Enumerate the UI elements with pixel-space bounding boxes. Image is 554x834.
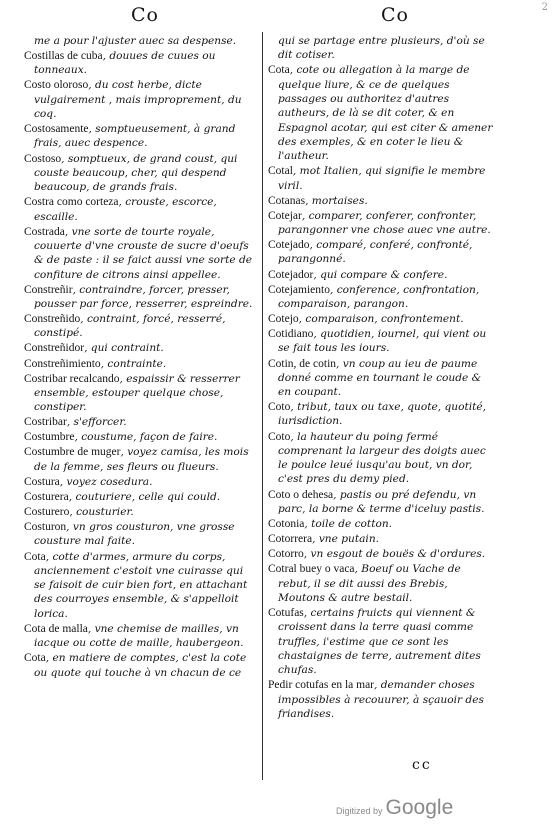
left-column xyxy=(24,34,256,681)
entry-headword: Coto o dehesa xyxy=(268,488,334,501)
entry-headword: Costribar recalcando xyxy=(24,372,120,385)
entry-headword: Costra como corteza xyxy=(24,196,119,209)
entry-definition: , somptueux, de grand coust, qui couste beaucoup, cher, qui despend beaucoup, de grands frais. xyxy=(34,152,238,194)
dictionary-entry xyxy=(268,488,494,517)
entry-definition: , Boeuf ou Vache de rebut, il se dit aussi des Brebis, Moutons & autre bestail. xyxy=(278,563,461,604)
dictionary-entry xyxy=(268,209,494,238)
entry-headword: Costrada xyxy=(24,225,65,238)
dictionary-entry xyxy=(268,283,494,312)
entry-definition: , qui contraint. xyxy=(84,342,164,355)
dictionary-entry xyxy=(24,430,256,444)
entry-headword: Cota xyxy=(24,550,46,563)
entry-definition: , vne chemise de mailles, vn iacque ou cotte de maille, haubergeon. xyxy=(34,622,244,650)
entry-definition: , vne sorte de tourte royale, couuerte d'vne crouste de sucre d'oeufs & de paste : il se faict aussi vne sorte de confiture de citrons ainsi appellee. xyxy=(34,225,253,281)
entry-definition: , somptueusement, à grand frais, auec despence. xyxy=(34,123,236,150)
entry-headword: Costoso xyxy=(24,152,62,165)
entry-headword: Cotejado xyxy=(268,239,310,252)
entry-definition: , crouste, escorce, escaille. xyxy=(34,196,217,223)
entry-headword: Costurera xyxy=(24,490,69,503)
entry-headword: Cotejamiento xyxy=(268,283,330,296)
entry-definition: , contrainte. xyxy=(100,357,167,370)
dictionary-entry xyxy=(24,78,256,121)
dictionary-entry xyxy=(24,372,256,415)
dictionary-entry xyxy=(268,238,494,267)
dictionary-entry xyxy=(268,268,494,282)
entry-headword: Costurero xyxy=(24,506,70,519)
entry-definition: , comparer, conferer, confronter, parangonner vne chose auec vne autre. xyxy=(278,209,491,237)
dictionary-entry xyxy=(24,34,256,48)
entry-definition: , couturiere, celle qui could. xyxy=(68,490,221,503)
entry-headword: Cotal xyxy=(268,165,293,178)
entry-definition: , conference, confrontation, comparaison, parangon. xyxy=(278,283,480,310)
entry-headword: Costuron xyxy=(24,521,67,534)
entry-headword: Cotanas xyxy=(268,194,306,207)
dictionary-entry xyxy=(268,63,494,163)
dictionary-entry xyxy=(24,490,256,504)
entry-definition: , toile de cotton. xyxy=(304,517,393,530)
entry-definition: , vn coup au ieu de paume donné comme en tournant le coude & en coupant. xyxy=(278,357,482,399)
entry-definition: , cousturier. xyxy=(69,506,134,519)
entry-definition: , contraindre, forcer, presser, pousser par force, resserrer, espreindre. xyxy=(34,283,253,310)
dictionary-entry xyxy=(268,517,494,531)
entry-definition: , cote ou allegation à la marge de quelque liure, & ce de quelques passages ou authoritez d'autres autheurs, de là se dit coter, & en Espagnol acotar, qui est citer & amener des exemples, & en coter le lieu & l'autheur. xyxy=(278,64,493,163)
right-column xyxy=(268,34,494,722)
entry-definition: qui se partage entre plusieurs, d'où se dit cotiser. xyxy=(278,35,485,62)
dictionary-entry xyxy=(24,122,256,151)
entry-headword: Cotejador xyxy=(268,268,314,281)
dictionary-entry xyxy=(268,34,494,63)
dictionary-entry xyxy=(24,152,256,195)
entry-definition: , s'efforcer. xyxy=(66,416,127,429)
entry-definition: , voyez cosedura. xyxy=(59,475,153,488)
running-head-left: Co xyxy=(131,4,159,26)
entry-definition: , du cost herbe, dicte vulgairement , mais improprement, du coq. xyxy=(34,79,242,121)
entry-headword: Cotorro xyxy=(268,548,304,561)
catchword: cc xyxy=(412,757,432,773)
entry-definition: , contraint, forcé, resserré, constipé. xyxy=(34,313,226,340)
dictionary-entry xyxy=(268,194,494,208)
entry-headword: Coto xyxy=(268,430,291,443)
entry-headword: Cota xyxy=(268,64,290,77)
dictionary-entry xyxy=(24,475,256,489)
google-logo: Google xyxy=(385,796,454,819)
entry-headword: Costumbre de muger xyxy=(24,446,121,459)
entry-headword: Cota de malla xyxy=(24,622,88,635)
entry-headword: Cotejar xyxy=(268,209,302,222)
entry-definition: , pastis ou pré defendu, vn parc, la borne & terme d'iceluy pastis. xyxy=(278,488,485,515)
dictionary-entry xyxy=(268,430,494,487)
entry-headword: Cotejo xyxy=(268,313,299,326)
dictionary-entry xyxy=(24,505,256,519)
dictionary-entry xyxy=(24,225,256,282)
dictionary-entry xyxy=(24,283,256,312)
digitized-by-google-watermark xyxy=(336,796,453,820)
entry-definition: , espaissir & resserrer ensemble, estouper quelque chose, constiper. xyxy=(34,372,240,414)
entry-definition: , la hauteur du poing fermé comprenant la largeur des doigts auec le poulce leué iusqu'au bout, vn dor, c'est pres du demy pied. xyxy=(278,430,486,486)
entry-definition: , mot Italien, qui signifie le membre viril. xyxy=(278,165,486,192)
dictionary-entry xyxy=(24,49,256,78)
entry-headword: Costillas de cuba xyxy=(24,50,103,63)
dictionary-entry xyxy=(268,312,494,326)
dictionary-entry xyxy=(268,532,494,546)
entry-headword: Constreñir xyxy=(24,283,73,296)
dictionary-entry xyxy=(24,445,256,474)
dictionary-entry xyxy=(24,622,256,651)
entry-definition: , demander choses impossibles à recouurer, à sçauoir des friandises. xyxy=(278,679,484,720)
entry-definition: , qui compare & confere. xyxy=(313,268,448,281)
entry-headword: Cota xyxy=(24,652,46,665)
dictionary-entry xyxy=(268,678,494,721)
dictionary-entry xyxy=(24,651,256,680)
dictionary-entry xyxy=(24,312,256,341)
dictionary-entry xyxy=(268,400,494,429)
entry-definition: , cotte d'armes, armure du corps, anciennement c'estoit vne cuirasse qui se faisoit de cuir bien fort, en attachant des courroyes ensemble, & s'appelloit lorica. xyxy=(34,550,248,620)
entry-definition: , vn gros cousturon, vne grosse cousture mal faite. xyxy=(34,521,235,548)
entry-definition: , voyez camisa, les mois de la femme, ses fleurs ou flueurs. xyxy=(34,446,249,473)
dictionary-entry xyxy=(268,327,494,356)
entry-headword: Costosamente xyxy=(24,123,89,136)
dictionary-entry xyxy=(268,547,494,561)
entry-definition: , quotidien, iournel, qui vient ou se fait tous les iours. xyxy=(278,328,487,355)
corner-pencil-mark: 2 xyxy=(541,2,548,13)
dictionary-entry xyxy=(24,341,256,355)
entry-definition: , certains fruicts qui viennent & croissent dans la terre quasi comme truffles, i'estime que ce sont les chastaignes de terre, autrement dites chufas. xyxy=(278,606,481,677)
dictionary-entry xyxy=(268,164,494,193)
running-head-right: Co xyxy=(381,4,409,26)
entry-headword: Constreñidor xyxy=(24,342,85,355)
entry-definition: , vn esgout de bouës & d'ordures. xyxy=(303,548,486,561)
entry-headword: Costo oloroso xyxy=(24,79,89,92)
dictionary-entry xyxy=(268,562,494,605)
entry-headword: Cotorrera xyxy=(268,533,313,546)
entry-definition: , vne putain. xyxy=(312,533,380,546)
dictionary-entry xyxy=(24,520,256,549)
entry-definition: , en matiere de comptes, c'est la cote ou quote qui touche à vn chacun de ce xyxy=(34,652,247,679)
dictionary-entry xyxy=(268,357,494,400)
dictionary-entry xyxy=(24,415,256,429)
entry-headword: Coto xyxy=(268,401,291,414)
entry-definition: me a pour l'ajuster auec sa despense. xyxy=(34,35,237,47)
entry-headword: Constreñido xyxy=(24,313,81,326)
entry-headword: Costura xyxy=(24,475,60,488)
entry-headword: Costumbre xyxy=(24,431,75,444)
entry-definition: , tribut, taux ou taxe, quote, quotité, iurisdiction. xyxy=(278,401,487,428)
entry-headword: Cotin, de cotin xyxy=(268,357,337,370)
dictionary-entry xyxy=(24,550,256,621)
column-divider xyxy=(262,32,263,780)
entry-headword: Cotral buey o vaca xyxy=(268,563,355,576)
dictionary-entry xyxy=(268,606,494,677)
entry-definition: , comparé, conferé, confronté, parangonné. xyxy=(278,239,473,266)
entry-headword: Costribar xyxy=(24,416,67,429)
entry-definition: , comparaison, confrontement. xyxy=(298,313,464,326)
entry-definition: , coustume, façon de faire. xyxy=(74,431,218,444)
entry-headword: Constreñimiento xyxy=(24,357,101,370)
entry-headword: Cotidiano xyxy=(268,328,314,341)
dictionary-entry xyxy=(24,195,256,224)
entry-definition: , douues de cuues ou tonneaux. xyxy=(34,50,216,77)
entry-definition: , mortaises. xyxy=(305,194,368,207)
digitized-prefix: Digitized by xyxy=(336,806,383,816)
entry-headword: Cotonia xyxy=(268,517,305,530)
entry-headword: Pedir cotufas en la mar xyxy=(268,679,375,692)
dictionary-entry xyxy=(24,357,256,371)
entry-headword: Cotufas xyxy=(268,606,304,619)
